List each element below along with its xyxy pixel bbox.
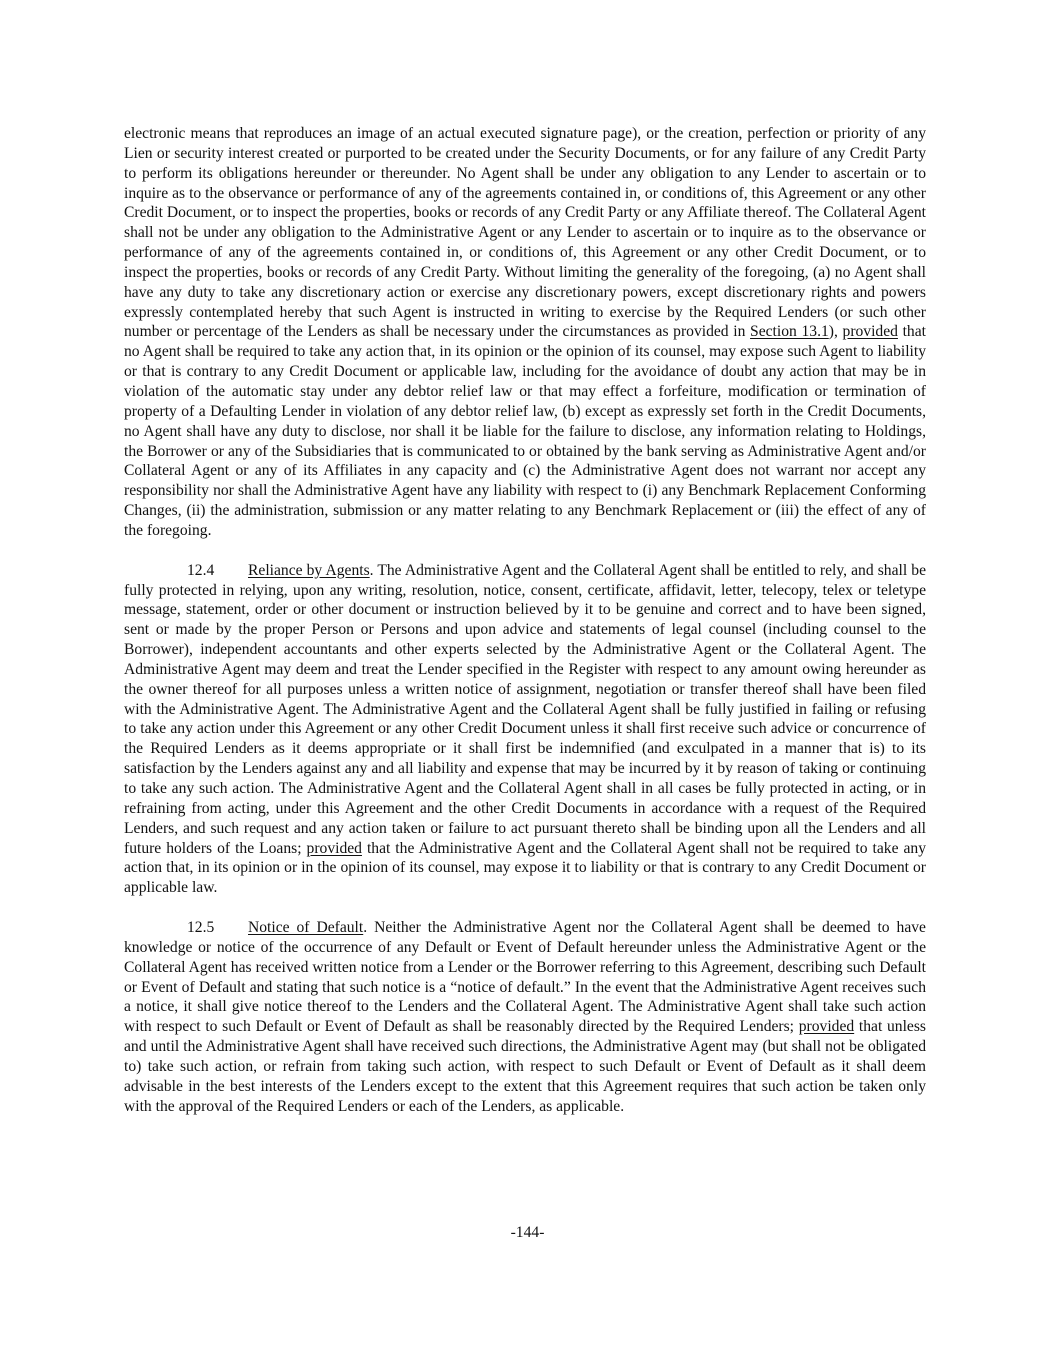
paragraph-text: that the Administrative Agent and the Collateral Agent shall not be required to take any action that, in its opinion or in the opinion of its counsel, may expose it to liability or that is contrary to any Credit Document or applicable law. — [124, 839, 926, 897]
paragraph-text: . Neither the Administrative Agent nor the Collateral Agent shall be deemed to have knowledge or notice of the occurrence of any Default or Event of Default hereunder unless the Administrative Agent or the Collateral Agent has received written notice from a Lender or the Borrower referring to this Agreement, describing such Default or Event of Default and stating that such notice is a “notice of default.” In the event that the Administrative Agent receives such a notice, it shall give notice thereof to the Lenders and the Collateral Agent. The Administrative Agent shall take such action with respect to such Default or Event of Default as shall be reasonably directed by the Required Lenders; — [124, 919, 926, 1036]
paragraph-text: electronic means that reproduces an image of an actual executed signature page), or the creation, perfection or priority of any Lien or security interest created or purported to be created under the Security Documents, or for any failure of any Credit Party to perform its obligations hereunder or thereunder. No Agent shall be under any obligation to any Lender to ascertain or to inquire as to the observance or performance of any of the agreements contained in, or conditions of, this Agreement or any other Credit Document, or to inspect the properties, books or records of any Credit Party or any Affiliate thereof. The Collateral Agent shall not be under any obligation to the Administrative Agent or any Lender to ascertain or to inquire as to the observance or performance of any of the agreements contained in, or conditions of, this Agreement or any other Credit Document, or to inspect the properties, books or records of any Credit Party. Without limiting the generality of the foregoing, (a) no Agent shall have any duty to take any discretionary action or exercise any discretionary powers, except discretionary rights and powers expressly contemplated hereby that such Agent is instructed in writing to exercise by the Required Lenders (or such other number or percentage of the Lenders as shall be necessary under the circumstances as provided in — [124, 125, 926, 341]
paragraph-text: that no Agent shall be required to take any action that, in its opinion or the opinion of its counsel, may expose such Agent to liability or that is contrary to any Credit Document or applicable law, including for the avoidance of doubt any action that may be in violation of the automatic stay under any debtor relief law or that may effect a forfeiture, modification or termination of property of a Defaulting Lender in violation of any debtor relief law, (b) except as expressly set forth in the Credit Documents, no Agent shall have any duty to disclose, nor shall it be liable for the failure to disclose, any information relating to Holdings, the Borrower or any of the Subsidiaries that is communicated to or obtained by the bank serving as Administrative Agent and/or Collateral Agent or any of its Affiliates in any capacity and (c) the Administrative Agent does not warrant nor accept any responsibility nor shall the Administrative Agent have any liability with respect to (i) any Benchmark Replacement Conforming Changes, (ii) the administration, submission or any matter relating to any Benchmark Replacement or (iii) the effect of any of the foregoing. — [124, 323, 926, 539]
provided-term: provided — [306, 839, 362, 857]
section-12-5 — [124, 918, 926, 1116]
provided-term: provided — [798, 1018, 855, 1036]
section-heading: Reliance by Agents — [248, 561, 370, 579]
section-heading: Notice of Default — [248, 919, 364, 937]
paragraph-text: ), — [828, 323, 843, 341]
section-reference: Section 13.1 — [750, 323, 829, 341]
continued-paragraph — [124, 124, 926, 541]
document-page — [124, 124, 926, 1117]
paragraph-text: . The Administrative Agent and the Collateral Agent shall be entitled to rely, and shall be fully protected in relying, upon any writing, resolution, notice, consent, certificate, affidavit, letter, telecopy, telex or teletype message, statement, order or other document or instruction believed by it to be genuine and correct and to have been signed, sent or made by the proper Person or Persons and upon advice and statements of legal counsel (including counsel to the Borrower), independent accountants and other experts selected by the Administrative Agent or the Collateral Agent. The Administrative Agent may deem and treat the Lender specified in the Register with respect to any amount owing hereunder as the owner thereof for all purposes unless a written notice of assignment, negotiation or transfer thereof shall have been filed with the Administrative Agent. The Administrative Agent and the Collateral Agent shall be fully justified in failing or refusing to take any action under this Agreement or any other Credit Document unless it shall first receive such advice or concurrence of the Required Lenders as it deems appropriate or it shall first be indemnified (and exculpated in a manner that is) to its satisfaction by the Lenders against any and all liability and expense that may be incurred by it by reason of taking or continuing to take any such action. The Administrative Agent and the Collateral Agent shall in all cases be fully protected in acting, or in refraining from acting, under this Agreement and the other Credit Documents in accordance with a request of the Required Lenders, and such request and any action taken or failure to act pursuant thereto shall be binding upon all the Lenders and all future holders of the Loans; — [124, 561, 926, 857]
provided-term: provided — [842, 323, 898, 341]
paragraph-text: that unless and until the Administrative Agent shall have received such directions, the Administrative Agent may (but shall not be obligated to) take such action, or refrain from taking such action, with respect to such Default or Event of Default as it shall deem advisable in the best interests of the Lenders except to the extent that this Agreement requires that such action be taken only with the approval of the Required Lenders or each of the Lenders, as applicable. — [124, 1018, 926, 1115]
section-number: 12.4 — [187, 561, 215, 579]
section-12-4 — [124, 561, 926, 898]
page-number: -144- — [510, 1224, 545, 1241]
section-number: 12.5 — [187, 919, 215, 937]
